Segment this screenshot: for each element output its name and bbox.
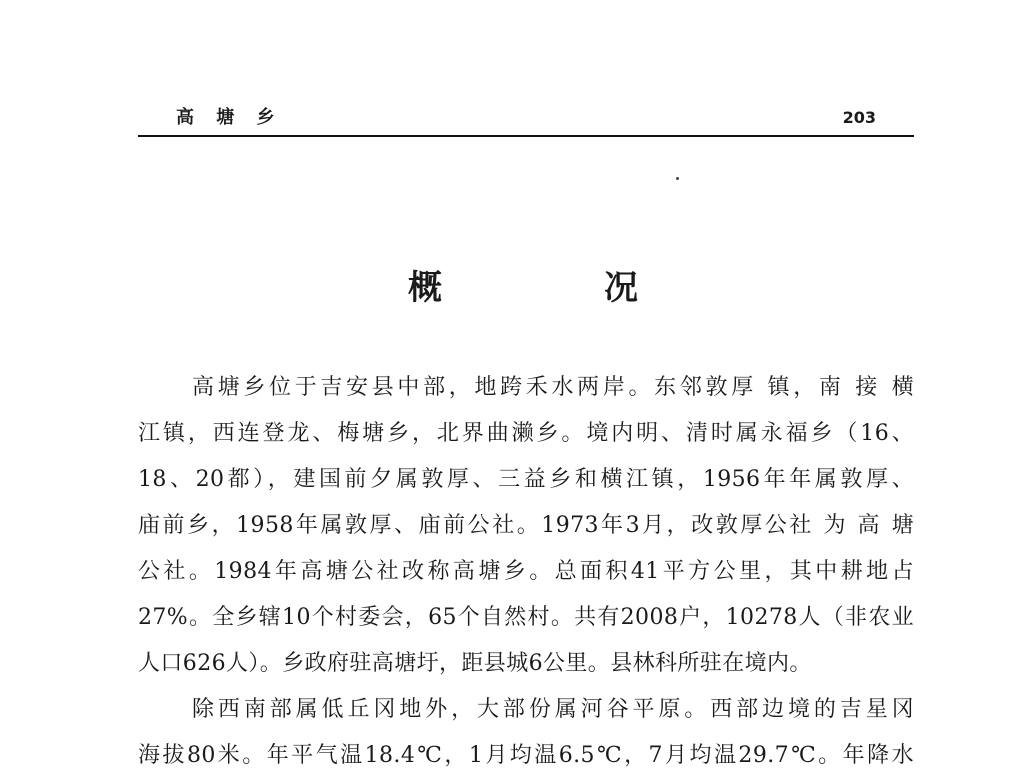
section-title bbox=[138, 262, 914, 314]
body-text bbox=[138, 365, 914, 768]
body-line-8: 除西南部属低丘冈地外，大部份属河谷平原。西部边境的吉星冈 bbox=[192, 697, 914, 722]
body-line-1: 高塘乡位于吉安县中部，地跨禾水两岸。东邻敦厚 镇，南 接 横 bbox=[192, 375, 914, 400]
running-header bbox=[138, 106, 914, 130]
body-line-2: 江镇，西连登龙、梅塘乡，北界曲濑乡。境内明、清时属永福乡（16、 bbox=[138, 421, 914, 446]
body-line-3: 18、20都），建国前夕属敦厚、三益乡和横江镇，1956年年属敦厚、 bbox=[138, 467, 914, 492]
page-number: 203 bbox=[842, 108, 876, 127]
body-line-9: 海拔80米。年平气温18.4℃，1月均温6.5℃，7月均温29.7℃。年降水 bbox=[138, 743, 914, 768]
header-title: 高 塘 乡 bbox=[176, 107, 283, 128]
scan-speck bbox=[676, 177, 679, 180]
body-line-5: 公社。1984年高塘公社改称高塘乡。总面积41平方公里，其中耕地占 bbox=[138, 559, 914, 584]
section-title-char-2: 况 bbox=[604, 268, 638, 308]
body-line-6: 27%。全乡辖10个村委会，65个自然村。共有2008户，10278人（非农业 bbox=[138, 605, 914, 630]
body-line-4: 庙前乡，1958年属敦厚、庙前公社。1973年3月，改敦厚公社 为 高 塘 bbox=[138, 513, 914, 538]
header-rule bbox=[138, 135, 914, 137]
section-title-char-1: 概 bbox=[408, 268, 442, 308]
body-line-7: 人口626人）。乡政府驻高塘圩，距县城6公里。县林科所驻在境内。 bbox=[138, 651, 812, 676]
